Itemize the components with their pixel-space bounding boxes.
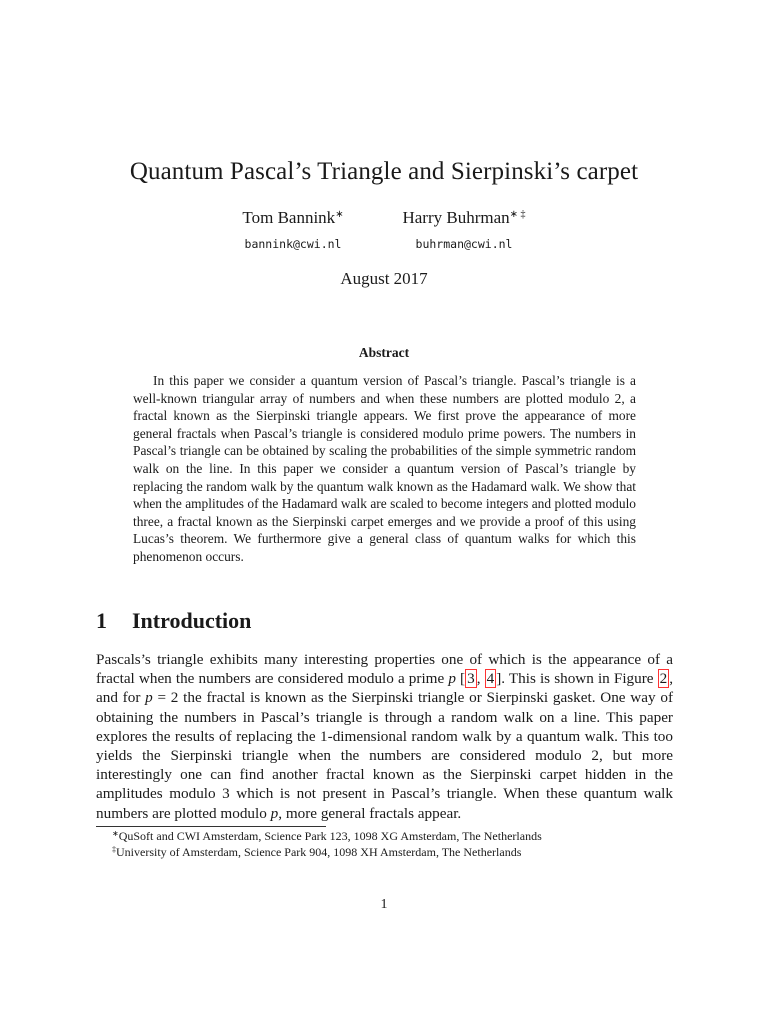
abstract-heading: Abstract bbox=[358, 345, 410, 360]
author-1 bbox=[218, 207, 368, 252]
footnotes bbox=[112, 828, 712, 860]
author-2 bbox=[380, 207, 548, 252]
abstract-text: In this paper we consider a quantum version of Pascal’s triangle. Pascal’s triangle is a well-known triangular array of numbers and when these numbers are plotted modulo 2, a fractal known as the Sierpinski triangle appears. We first prove the appearance of more general fractals when Pascal’s triangle is considered modulo prime powers. The numbers in Pascal’s triangle can be obtained by scaling the probabilities of the simple symmetric random walk on the line. In this paper we consider a quantum version of Pascal’s triangle by replacing the random walk by the quantum walk known as the Hadamard walk. We show that when the amplitudes of the Hadamard walk are scaled to become integers and plotted modulo three, a fractal known as the Sierpinski carpet emerges and we provide a proof of this using Lucas’s theorem. We furthermore give a general class of quantum walks for which this phenomenon occurs. bbox=[133, 373, 636, 564]
paper-date: August 2017 bbox=[340, 269, 428, 288]
paper-title: Quantum Pascal’s Triangle and Sierpinski’s carpet bbox=[129, 158, 639, 185]
footnote-mark: ∗ bbox=[112, 829, 119, 838]
math-variable: p bbox=[448, 670, 456, 688]
author-email[interactable]: bannink@cwi.nl bbox=[244, 237, 342, 251]
page-number: 1 bbox=[380, 897, 388, 912]
footnote-mark: ‡ bbox=[112, 845, 116, 854]
section-number: 1 bbox=[96, 608, 107, 633]
footnote: ∗QuSoft and CWI Amsterdam, Science Park 123, 1098 XG Amsterdam, The Netherlands bbox=[112, 829, 542, 843]
section-heading bbox=[96, 607, 251, 635]
author-email[interactable]: buhrman@cwi.nl bbox=[415, 237, 513, 251]
footnote: ‡University of Amsterdam, Science Park 904, 1098 XH Amsterdam, The Netherlands bbox=[112, 845, 522, 859]
math-variable: p bbox=[270, 804, 279, 822]
author-affiliation-mark: ∗ ‡ bbox=[509, 209, 526, 220]
citation-link[interactable]: 4 bbox=[486, 670, 495, 688]
figure-reference-link[interactable]: 2 bbox=[659, 670, 668, 688]
citation-link[interactable]: 3 bbox=[467, 670, 475, 688]
introduction-paragraph: Pascals’s triangle exhibits many interesting properties one of which is the appearance of a fractal when the numbers are considered modulo a prime p [ 3 , 4 ]. This is shown in Figure 2 , and for p = 2 the fractal is known as the Sierpinski triangle or Sierpinski gasket. One way of obtaining the numbers in Pascal’s triangle is through a random walk on a line. This paper explores the results of replacing the 1-dimensional random walk by a quantum walk. This too yields the Sierpinski triangle when the numbers are considered modulo 2, but more interestingly one can find another fractal known as the Sierpinski carpet hidden in the amplitudes modulo 3 which is not present in Pascal’s triangle. When these quantum walk numbers are plotted modulo p, more general fractals appear. bbox=[96, 651, 674, 822]
math-variable: p bbox=[145, 689, 153, 707]
author-name: Harry Buhrman∗ ‡ bbox=[402, 208, 526, 227]
section-title: Introduction bbox=[132, 608, 252, 633]
author-block bbox=[0, 207, 768, 257]
footnote-divider bbox=[96, 826, 326, 827]
author-name: Tom Bannink∗ bbox=[242, 208, 344, 227]
author-affiliation-mark: ∗ bbox=[335, 209, 344, 220]
